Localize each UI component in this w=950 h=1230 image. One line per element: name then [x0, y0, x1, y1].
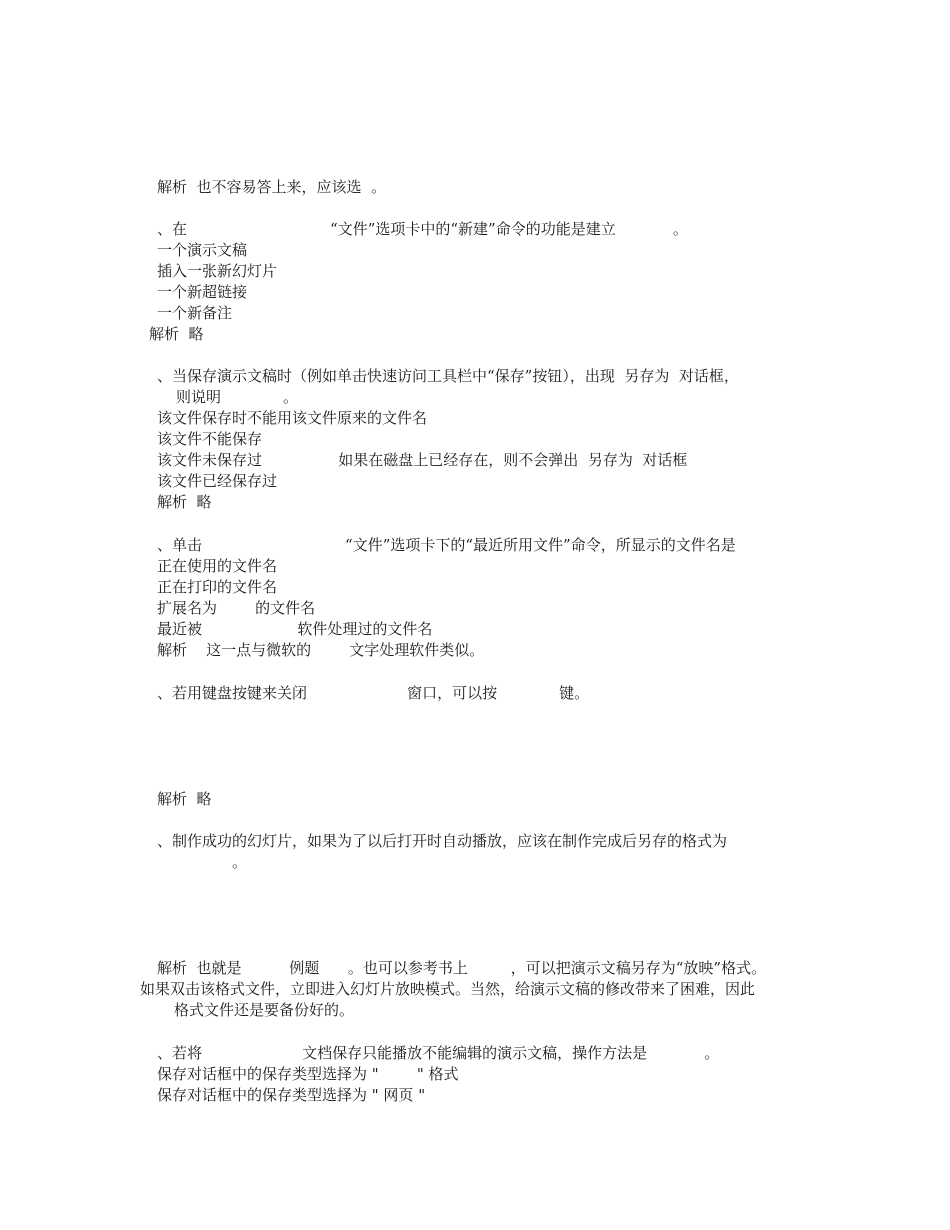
- option-line: 一个演示文稿: [157, 241, 248, 259]
- text-line: 如果双击该格式文件，立即进入幻灯片放映模式。当然，给演示文稿的修改带来了困难，因此: [140, 980, 756, 998]
- question-line: 、单击 “文件”选项卡下的“最近所用文件”命令，所显示的文件名是: [157, 536, 736, 554]
- text-line: 解析 略: [157, 790, 212, 808]
- question-line: 。: [232, 853, 248, 871]
- option-line: 保存对话框中的保存类型选择为 " 网页 ": [157, 1086, 426, 1104]
- text-line: 解析 略: [149, 325, 204, 343]
- option-line: 扩展名为 的文件名: [157, 599, 316, 617]
- text-line: 解析 略: [157, 493, 212, 511]
- question-line: 、若将 文档保存只能播放不能编辑的演示文稿，操作方法是 。: [157, 1044, 720, 1062]
- option-line: 正在打印的文件名: [157, 578, 278, 596]
- option-line: 保存对话框中的保存类型选择为 " " 格式: [157, 1065, 459, 1083]
- option-line: 该文件未保存过 如果在磁盘上已经存在，则不会弹出 另存为 对话框: [157, 451, 688, 469]
- text-line: 格式文件还是要备份好的。: [174, 1001, 355, 1019]
- question-line: 、制作成功的幻灯片，如果为了以后打开时自动播放，应该在制作完成后另存的格式为: [157, 832, 728, 850]
- option-line: 一个新超链接: [157, 283, 248, 301]
- text-line: 解析 这一点与微软的 文字处理软件类似。: [157, 641, 485, 659]
- option-line: 一个新备注: [157, 304, 233, 322]
- option-line: 该文件保存时不能用该文件原来的文件名: [157, 409, 428, 427]
- option-line: 插入一张新幻灯片: [157, 262, 278, 280]
- option-line: 该文件已经保存过: [157, 472, 278, 490]
- option-line: 最近被 软件处理过的文件名: [157, 620, 433, 638]
- question-line: 、在 “文件”选项卡中的“新建”命令的功能是建立 。: [157, 220, 688, 238]
- text-line: 解析 也不容易答上来，应该选 。: [157, 178, 387, 196]
- option-line: 正在使用的文件名: [157, 557, 278, 575]
- option-line: 该文件不能保存: [157, 430, 263, 448]
- question-line: 则说明 。: [176, 388, 298, 406]
- question-line: 、当保存演示文稿时（例如单击快速访问工具栏中“保存”按钮），出现 另存为 对话框，: [157, 367, 739, 385]
- question-line: 、若用键盘按键来关闭 窗口，可以按 键。: [157, 684, 590, 702]
- text-line: 解析 也就是 例题 。也可以参考书上 ，可以把演示文稿另存为“放映”格式。: [157, 959, 767, 977]
